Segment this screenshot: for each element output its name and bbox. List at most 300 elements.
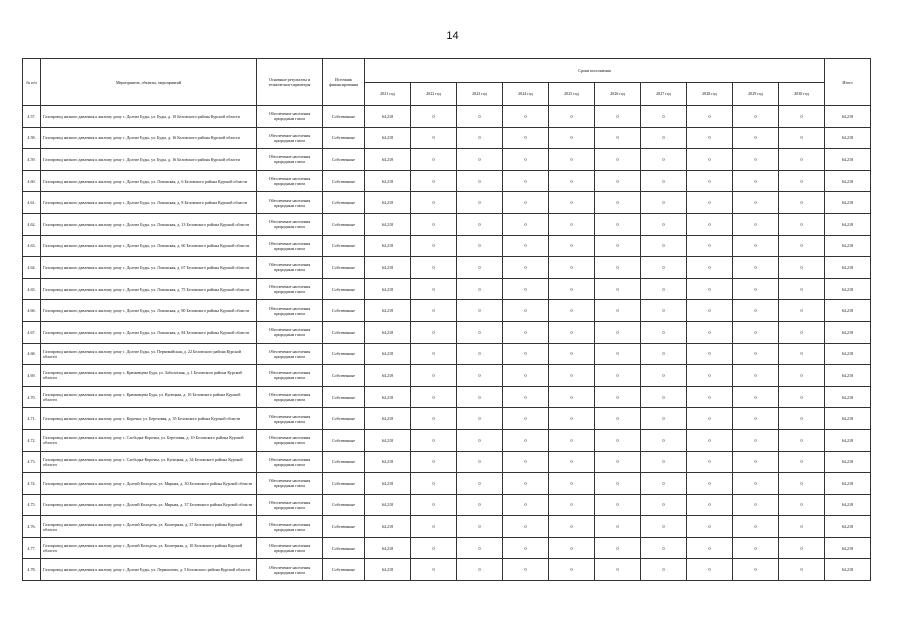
row-year-value: 0 xyxy=(549,257,595,279)
row-funding-source: Собственные xyxy=(323,516,365,538)
row-characteristics: Обеспечение населения природным газом xyxy=(257,149,323,171)
row-year-value: 0 xyxy=(549,278,595,300)
table-row xyxy=(23,386,871,408)
row-year-value: 0 xyxy=(641,365,687,387)
row-year-value: 0 xyxy=(457,559,503,581)
row-year-value: 0 xyxy=(779,473,825,495)
row-funding-source: Собственные xyxy=(323,106,365,128)
row-year-value: 0 xyxy=(687,106,733,128)
row-year-value: 0 xyxy=(503,365,549,387)
row-year-value: 0 xyxy=(779,343,825,365)
row-year-value: 0 xyxy=(411,451,457,473)
row-number: 4.78. xyxy=(23,559,41,581)
row-year-value: 0 xyxy=(503,559,549,581)
table-row xyxy=(23,494,871,516)
row-number: 4.70. xyxy=(23,386,41,408)
row-funding-source: Собственные xyxy=(323,494,365,516)
row-total: 64,218 xyxy=(825,343,871,365)
row-object-name: Газопровод низкого давления к жилому дому с. Долгий Колодезь, ул. Мирная, д. 30 Беловского района Курской области xyxy=(41,473,257,495)
row-year-value: 0 xyxy=(411,300,457,322)
row-year-value: 0 xyxy=(549,343,595,365)
row-funding-source: Собственные xyxy=(323,451,365,473)
row-year-value: 64,218 xyxy=(365,408,411,430)
row-year-value: 0 xyxy=(411,559,457,581)
row-year-value: 64,218 xyxy=(365,170,411,192)
row-characteristics: Обеспечение населения природным газом xyxy=(257,473,323,495)
row-year-value: 0 xyxy=(595,451,641,473)
row-year-value: 0 xyxy=(733,451,779,473)
header-period-group: Сроки исполнения xyxy=(365,59,825,83)
row-funding-source: Собственные xyxy=(323,365,365,387)
row-year-value: 64,218 xyxy=(365,106,411,128)
row-year-value: 0 xyxy=(549,170,595,192)
row-year-value: 0 xyxy=(779,429,825,451)
row-year-value: 0 xyxy=(779,408,825,430)
row-year-value: 0 xyxy=(503,106,549,128)
row-year-value: 64,218 xyxy=(365,127,411,149)
row-year-value: 0 xyxy=(687,386,733,408)
table-row xyxy=(23,149,871,171)
row-total: 64,218 xyxy=(825,170,871,192)
row-total: 64,218 xyxy=(825,494,871,516)
row-funding-source: Собственные xyxy=(323,321,365,343)
row-year-value: 0 xyxy=(641,257,687,279)
row-year-value: 0 xyxy=(641,127,687,149)
row-year-value: 0 xyxy=(503,451,549,473)
header-year: 2025 год xyxy=(549,82,595,106)
row-year-value: 0 xyxy=(641,408,687,430)
header-year: 2029 год xyxy=(733,82,779,106)
row-characteristics: Обеспечение населения природным газом xyxy=(257,516,323,538)
row-year-value: 0 xyxy=(549,537,595,559)
row-year-value: 64,218 xyxy=(365,149,411,171)
row-year-value: 0 xyxy=(733,386,779,408)
row-year-value: 0 xyxy=(733,106,779,128)
row-year-value: 0 xyxy=(411,429,457,451)
row-year-value: 0 xyxy=(411,278,457,300)
row-year-value: 64,218 xyxy=(365,516,411,538)
row-year-value: 0 xyxy=(549,235,595,257)
row-year-value: 0 xyxy=(503,321,549,343)
row-funding-source: Собственные xyxy=(323,537,365,559)
row-year-value: 0 xyxy=(549,429,595,451)
row-year-value: 0 xyxy=(457,149,503,171)
row-year-value: 0 xyxy=(595,106,641,128)
row-year-value: 64,218 xyxy=(365,473,411,495)
row-number: 4.68. xyxy=(23,343,41,365)
row-number: 4.60. xyxy=(23,170,41,192)
row-year-value: 0 xyxy=(411,516,457,538)
header-total: Итого xyxy=(825,59,871,106)
table-row xyxy=(23,408,871,430)
row-characteristics: Обеспечение населения природным газом xyxy=(257,257,323,279)
row-year-value: 0 xyxy=(549,516,595,538)
row-year-value: 0 xyxy=(595,537,641,559)
row-total: 64,218 xyxy=(825,451,871,473)
row-funding-source: Собственные xyxy=(323,386,365,408)
row-year-value: 0 xyxy=(549,300,595,322)
row-year-value: 0 xyxy=(503,386,549,408)
header-characteristics: Основные результаты и технические параметры xyxy=(257,59,323,106)
row-funding-source: Собственные xyxy=(323,235,365,257)
row-year-value: 0 xyxy=(457,170,503,192)
row-year-value: 64,218 xyxy=(365,257,411,279)
row-object-name: Газопровод низкого давления к жилому дому с. Слободка-Корочка, ул. Купецкая, д. 34 Беловского района Курской области xyxy=(41,451,257,473)
row-year-value: 0 xyxy=(687,559,733,581)
table-row xyxy=(23,170,871,192)
row-total: 64,218 xyxy=(825,149,871,171)
header-year: 2022 год xyxy=(411,82,457,106)
row-year-value: 0 xyxy=(779,321,825,343)
row-year-value: 0 xyxy=(595,365,641,387)
row-object-name: Газопровод низкого давления к жилому дому с. Долгие Буды, ул. Первомайская, д. 22 Беловского района Курской области xyxy=(41,343,257,365)
row-year-value: 0 xyxy=(779,149,825,171)
row-year-value: 0 xyxy=(641,300,687,322)
row-year-value: 0 xyxy=(687,213,733,235)
row-year-value: 0 xyxy=(687,149,733,171)
row-year-value: 0 xyxy=(687,300,733,322)
row-year-value: 0 xyxy=(549,473,595,495)
table-body xyxy=(23,106,871,581)
row-year-value: 0 xyxy=(595,127,641,149)
row-year-value: 0 xyxy=(733,473,779,495)
row-year-value: 0 xyxy=(595,516,641,538)
row-year-value: 0 xyxy=(411,473,457,495)
row-year-value: 0 xyxy=(503,300,549,322)
row-year-value: 0 xyxy=(779,213,825,235)
row-characteristics: Обеспечение населения природным газом xyxy=(257,321,323,343)
header-year: 2024 год xyxy=(503,82,549,106)
table-row xyxy=(23,537,871,559)
header-year: 2027 год xyxy=(641,82,687,106)
row-total: 64,218 xyxy=(825,429,871,451)
row-year-value: 0 xyxy=(641,343,687,365)
row-year-value: 0 xyxy=(733,257,779,279)
row-characteristics: Обеспечение населения природным газом xyxy=(257,451,323,473)
row-object-name: Газопровод низкого давления к жилому дому с. Долгие Буды, ул. Лозинская, д. 67 Беловского района Курской области xyxy=(41,257,257,279)
header-source: Источник финансирования xyxy=(323,59,365,106)
row-characteristics: Обеспечение населения природным газом xyxy=(257,213,323,235)
row-year-value: 0 xyxy=(503,537,549,559)
row-year-value: 0 xyxy=(549,386,595,408)
row-year-value: 0 xyxy=(595,278,641,300)
row-year-value: 0 xyxy=(687,451,733,473)
row-year-value: 0 xyxy=(457,451,503,473)
table-row xyxy=(23,429,871,451)
row-year-value: 0 xyxy=(457,386,503,408)
row-funding-source: Собственные xyxy=(323,343,365,365)
row-year-value: 0 xyxy=(503,408,549,430)
row-funding-source: Собственные xyxy=(323,213,365,235)
row-number: 4.76. xyxy=(23,516,41,538)
row-year-value: 0 xyxy=(733,213,779,235)
table-row xyxy=(23,321,871,343)
row-year-value: 0 xyxy=(687,537,733,559)
row-year-value: 0 xyxy=(503,170,549,192)
row-number: 4.69. xyxy=(23,365,41,387)
row-characteristics: Обеспечение населения природным газом xyxy=(257,365,323,387)
row-year-value: 0 xyxy=(687,365,733,387)
row-year-value: 0 xyxy=(641,537,687,559)
row-year-value: 0 xyxy=(411,213,457,235)
table-row xyxy=(23,127,871,149)
row-year-value: 0 xyxy=(779,559,825,581)
row-year-value: 0 xyxy=(733,408,779,430)
row-year-value: 0 xyxy=(457,192,503,214)
row-total: 64,218 xyxy=(825,321,871,343)
row-year-value: 0 xyxy=(779,278,825,300)
row-year-value: 64,218 xyxy=(365,365,411,387)
row-year-value: 0 xyxy=(687,473,733,495)
row-year-value: 0 xyxy=(687,516,733,538)
row-year-value: 0 xyxy=(641,170,687,192)
row-year-value: 0 xyxy=(457,213,503,235)
row-year-value: 0 xyxy=(595,192,641,214)
row-year-value: 0 xyxy=(457,106,503,128)
row-year-value: 0 xyxy=(503,429,549,451)
row-year-value: 0 xyxy=(411,149,457,171)
row-year-value: 64,218 xyxy=(365,386,411,408)
row-year-value: 64,218 xyxy=(365,278,411,300)
row-year-value: 0 xyxy=(411,386,457,408)
row-number: 4.75. xyxy=(23,494,41,516)
row-year-value: 0 xyxy=(457,365,503,387)
row-total: 64,218 xyxy=(825,127,871,149)
row-number: 4.74. xyxy=(23,473,41,495)
row-year-value: 0 xyxy=(549,106,595,128)
row-total: 64,218 xyxy=(825,473,871,495)
row-number: 4.66. xyxy=(23,300,41,322)
row-characteristics: Обеспечение населения природным газом xyxy=(257,408,323,430)
row-year-value: 64,218 xyxy=(365,213,411,235)
row-year-value: 0 xyxy=(503,149,549,171)
row-year-value: 0 xyxy=(457,235,503,257)
row-object-name: Газопровод низкого давления к жилому дому с. Долгие Буды, ул. Лозинская, д. 13 Беловского района Курской области xyxy=(41,213,257,235)
row-funding-source: Собственные xyxy=(323,473,365,495)
row-year-value: 0 xyxy=(733,516,779,538)
row-year-value: 0 xyxy=(733,127,779,149)
row-year-value: 0 xyxy=(457,257,503,279)
row-object-name: Газопровод низкого давления к жилому дому с. Долгие Буды, ул. Буды, д. 10 Беловского района Курской области xyxy=(41,106,257,128)
row-year-value: 0 xyxy=(779,170,825,192)
row-total: 64,218 xyxy=(825,235,871,257)
table-row xyxy=(23,365,871,387)
row-year-value: 0 xyxy=(549,127,595,149)
row-year-value: 0 xyxy=(733,321,779,343)
row-characteristics: Обеспечение населения природным газом xyxy=(257,343,323,365)
row-year-value: 0 xyxy=(733,278,779,300)
table-row xyxy=(23,235,871,257)
row-year-value: 0 xyxy=(687,343,733,365)
row-number: 4.61. xyxy=(23,192,41,214)
row-year-value: 0 xyxy=(457,321,503,343)
row-funding-source: Собственные xyxy=(323,559,365,581)
row-number: 4.65. xyxy=(23,278,41,300)
row-number: 4.77. xyxy=(23,537,41,559)
row-year-value: 0 xyxy=(503,127,549,149)
row-year-value: 0 xyxy=(595,235,641,257)
row-year-value: 0 xyxy=(595,386,641,408)
row-number: 4.67. xyxy=(23,321,41,343)
row-object-name: Газопровод низкого давления к жилому дому с. Долгие Буды, ул. Буды, д. 16 Беловского района Курской области xyxy=(41,149,257,171)
row-year-value: 0 xyxy=(411,192,457,214)
row-year-value: 0 xyxy=(411,170,457,192)
row-year-value: 0 xyxy=(687,278,733,300)
row-year-value: 0 xyxy=(549,321,595,343)
row-year-value: 0 xyxy=(779,386,825,408)
row-year-value: 0 xyxy=(595,257,641,279)
row-year-value: 0 xyxy=(733,192,779,214)
row-object-name: Газопровод низкого давления к жилому дому с. Долгий Колодезь, ул. Кооперная, д. 37 Беловского района Курской области xyxy=(41,516,257,538)
row-number: 4.73. xyxy=(23,451,41,473)
row-year-value: 0 xyxy=(733,429,779,451)
header-year: 2030 год xyxy=(779,82,825,106)
page-number: 14 xyxy=(446,30,459,42)
row-year-value: 0 xyxy=(779,192,825,214)
header-year: 2023 год xyxy=(457,82,503,106)
table-row xyxy=(23,257,871,279)
row-year-value: 0 xyxy=(733,300,779,322)
row-year-value: 0 xyxy=(595,321,641,343)
row-object-name: Газопровод низкого давления к жилому дому с. Слободка-Корочка, ул. Березовая, д. 10 Беловского района Курской области xyxy=(41,429,257,451)
row-year-value: 64,218 xyxy=(365,559,411,581)
table-row xyxy=(23,343,871,365)
row-characteristics: Обеспечение населения природным газом xyxy=(257,300,323,322)
row-year-value: 0 xyxy=(641,213,687,235)
row-year-value: 0 xyxy=(549,365,595,387)
row-total: 64,218 xyxy=(825,300,871,322)
header-name: Мероприятие, объекты, мероприятий xyxy=(41,59,257,106)
header-year: 2026 год xyxy=(595,82,641,106)
row-year-value: 0 xyxy=(411,106,457,128)
row-object-name: Газопровод низкого давления к жилому дому с. Долгий Колодезь, ул. Мирная, д. 37 Беловского района Курской области xyxy=(41,494,257,516)
program-table xyxy=(22,58,871,581)
row-year-value: 0 xyxy=(549,494,595,516)
row-year-value: 64,218 xyxy=(365,300,411,322)
row-year-value: 0 xyxy=(457,537,503,559)
row-total: 64,218 xyxy=(825,559,871,581)
row-year-value: 0 xyxy=(641,235,687,257)
row-year-value: 0 xyxy=(457,429,503,451)
row-year-value: 0 xyxy=(457,473,503,495)
table-header xyxy=(23,59,871,106)
row-characteristics: Обеспечение населения природным газом xyxy=(257,278,323,300)
row-year-value: 64,218 xyxy=(365,235,411,257)
row-year-value: 0 xyxy=(641,559,687,581)
row-number: 4.63. xyxy=(23,235,41,257)
row-year-value: 0 xyxy=(595,343,641,365)
row-year-value: 0 xyxy=(549,149,595,171)
row-funding-source: Собственные xyxy=(323,300,365,322)
row-object-name: Газопровод низкого давления к жилому дому с. Долгие Буды, ул. Лозинская, д. 75 Беловского района Курской области xyxy=(41,278,257,300)
row-total: 64,218 xyxy=(825,408,871,430)
row-year-value: 0 xyxy=(595,149,641,171)
row-characteristics: Обеспечение населения природным газом xyxy=(257,192,323,214)
row-total: 64,218 xyxy=(825,537,871,559)
row-year-value: 0 xyxy=(411,494,457,516)
row-year-value: 0 xyxy=(411,257,457,279)
row-year-value: 0 xyxy=(733,559,779,581)
row-object-name: Газопровод низкого давления к жилому дому с. Крюковцева Буда, ул. Заболотная, д. 1 Беловского района Курской области xyxy=(41,365,257,387)
row-year-value: 0 xyxy=(503,213,549,235)
row-year-value: 0 xyxy=(457,278,503,300)
row-year-value: 0 xyxy=(503,235,549,257)
row-year-value: 0 xyxy=(457,408,503,430)
row-year-value: 0 xyxy=(595,473,641,495)
row-year-value: 0 xyxy=(779,494,825,516)
row-characteristics: Обеспечение населения природным газом xyxy=(257,106,323,128)
row-object-name: Газопровод низкого давления к жилому дому с. Долгий Колодезь, ул. Кооперная, д. 10 Беловского района Курской области xyxy=(41,537,257,559)
row-year-value: 0 xyxy=(687,494,733,516)
row-year-value: 0 xyxy=(779,257,825,279)
row-year-value: 0 xyxy=(549,451,595,473)
header-year: 2021 год xyxy=(365,82,411,106)
row-year-value: 0 xyxy=(733,149,779,171)
row-year-value: 0 xyxy=(687,321,733,343)
row-object-name: Газопровод низкого давления к жилому дому с. Долгие Буды, ул. Лозинская, д. 60 Беловского района Курской области xyxy=(41,235,257,257)
row-year-value: 0 xyxy=(503,473,549,495)
table-row xyxy=(23,300,871,322)
row-year-value: 0 xyxy=(779,235,825,257)
row-year-value: 0 xyxy=(503,192,549,214)
row-funding-source: Собственные xyxy=(323,257,365,279)
row-year-value: 0 xyxy=(779,537,825,559)
row-year-value: 0 xyxy=(595,559,641,581)
table-row xyxy=(23,192,871,214)
row-year-value: 0 xyxy=(411,235,457,257)
row-year-value: 0 xyxy=(641,386,687,408)
row-funding-source: Собственные xyxy=(323,278,365,300)
row-year-value: 0 xyxy=(779,516,825,538)
table-row xyxy=(23,278,871,300)
row-year-value: 0 xyxy=(779,127,825,149)
row-object-name: Газопровод низкого давления к жилому дому с. Долгие Буды, ул. Лермонтова, д. 5 Беловского района Курской области xyxy=(41,559,257,581)
row-characteristics: Обеспечение населения природным газом xyxy=(257,170,323,192)
row-year-value: 0 xyxy=(687,235,733,257)
row-characteristics: Обеспечение населения природным газом xyxy=(257,494,323,516)
row-year-value: 0 xyxy=(779,106,825,128)
row-year-value: 0 xyxy=(457,516,503,538)
row-year-value: 64,218 xyxy=(365,429,411,451)
row-number: 4.64. xyxy=(23,257,41,279)
row-year-value: 0 xyxy=(733,494,779,516)
row-year-value: 0 xyxy=(595,170,641,192)
row-year-value: 64,218 xyxy=(365,192,411,214)
row-funding-source: Собственные xyxy=(323,408,365,430)
table-row xyxy=(23,473,871,495)
row-year-value: 0 xyxy=(733,365,779,387)
row-year-value: 0 xyxy=(549,408,595,430)
row-number: 4.59. xyxy=(23,149,41,171)
row-funding-source: Собственные xyxy=(323,149,365,171)
header-year: 2028 год xyxy=(687,82,733,106)
row-year-value: 64,218 xyxy=(365,343,411,365)
row-year-value: 64,218 xyxy=(365,321,411,343)
row-year-value: 0 xyxy=(411,365,457,387)
row-year-value: 0 xyxy=(549,559,595,581)
row-object-name: Газопровод низкого давления к жилому дому с. Долгие Буды, ул. Лозинская, д. 80 Беловского района Курской области xyxy=(41,300,257,322)
header-num: № п/п xyxy=(23,59,41,106)
row-year-value: 64,218 xyxy=(365,537,411,559)
row-total: 64,218 xyxy=(825,278,871,300)
row-characteristics: Обеспечение населения природным газом xyxy=(257,235,323,257)
row-object-name: Газопровод низкого давления к жилому дому с. Долгие Буды, ул. Буды, д. 16 Беловского района Курской области xyxy=(41,127,257,149)
row-year-value: 0 xyxy=(641,516,687,538)
table-row xyxy=(23,516,871,538)
row-year-value: 0 xyxy=(733,343,779,365)
row-year-value: 0 xyxy=(687,192,733,214)
row-year-value: 0 xyxy=(595,408,641,430)
